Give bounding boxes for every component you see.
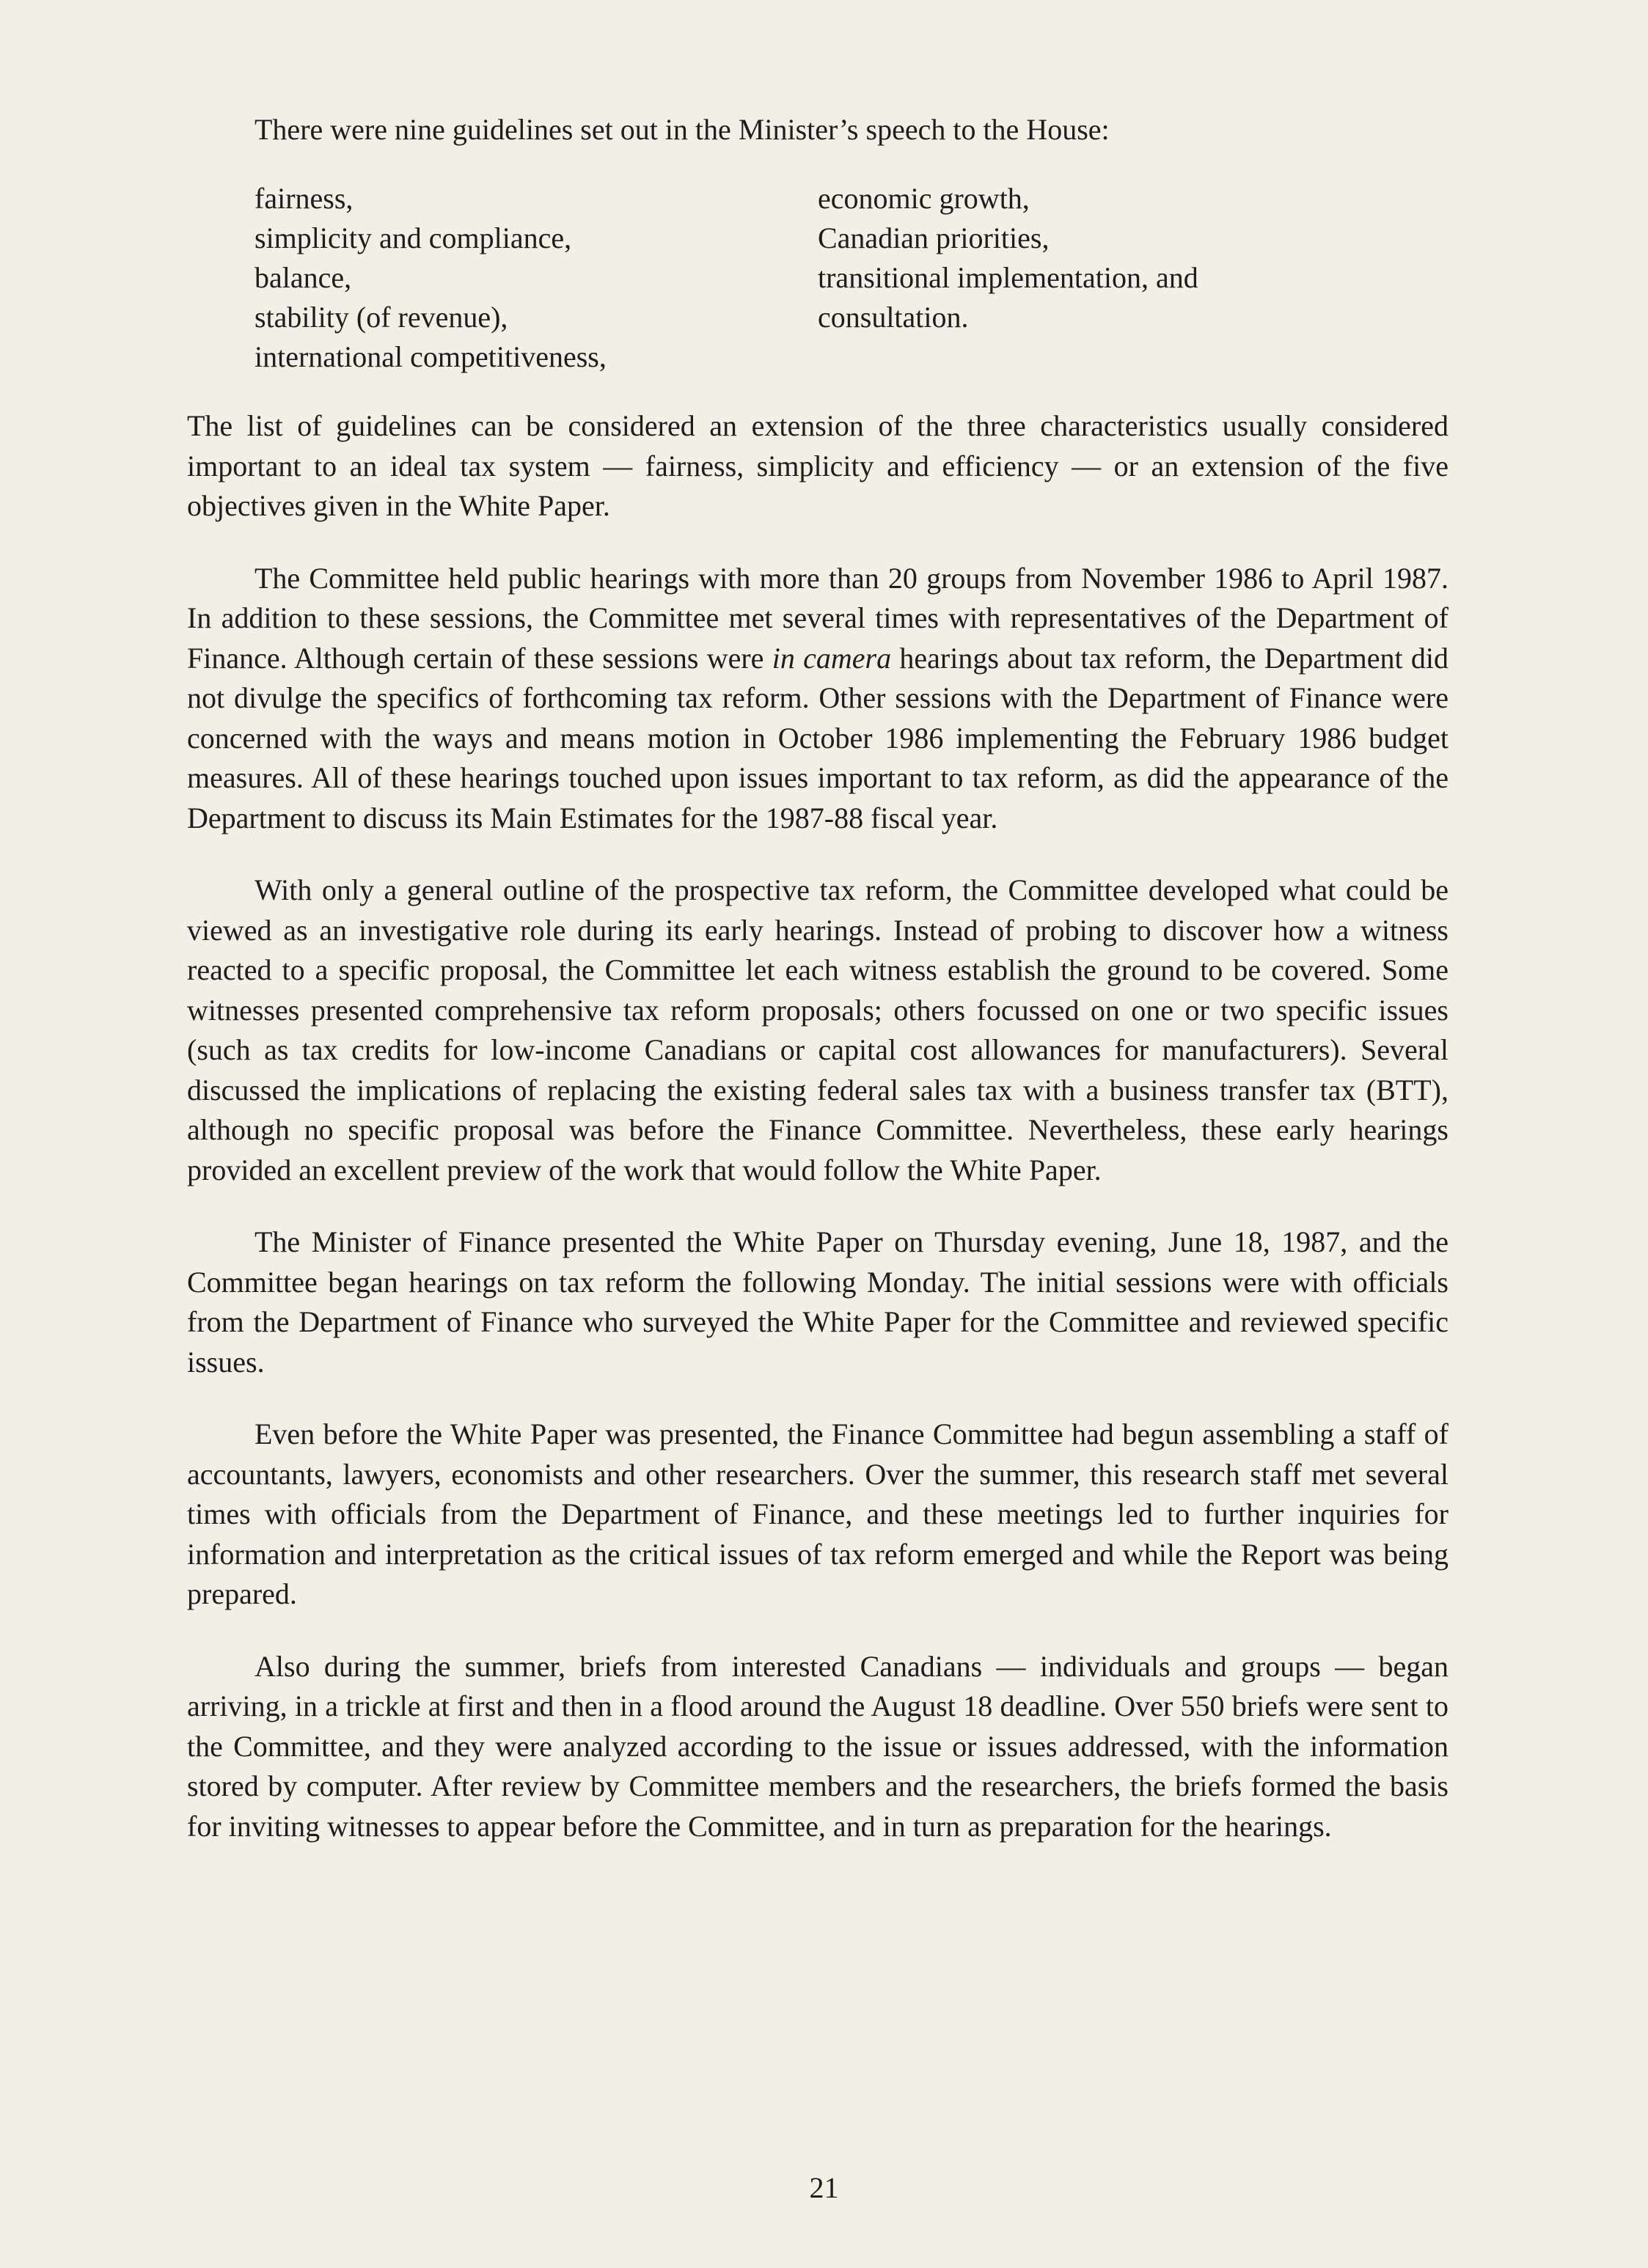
document-page: [187, 110, 1449, 1846]
paragraph-research-staff: Even before the White Paper was presented, the Finance Committee had begun assembling a staff of accountants, lawyers, economists and other researchers. Over the summer, this research staff met several times with officials from the Department of Finance, and these meetings led to further inquiries for information and interpretation as the critical issues of tax reform emerged and while the Report was being prepared.: [187, 1417, 1449, 1610]
guidelines-column-left: [254, 179, 818, 377]
guidelines-list: [254, 179, 1449, 377]
guideline-item: Canadian priorities,: [818, 221, 1050, 254]
paragraph-briefs: Also during the summer, briefs from interested Canadians — individuals and groups — began arriving, in a trickle at first and then in a flood around the August 18 deadline. Over 550 briefs were sent to the Committee, and they were analyzed according to the issue or issues addressed, with the information stored by computer. After review by Committee members and the researchers, the briefs formed the basis for inviting witnesses to appear before the Committee, and in turn as preparation for the hearings.: [187, 1649, 1449, 1843]
guideline-item: international competitiveness,: [254, 340, 607, 373]
guideline-item: transitional implementation, and: [818, 261, 1198, 294]
in-camera-italic: in camera: [772, 641, 892, 675]
paragraph-guidelines-extension: The list of guidelines can be considered an extension of the three characteristics usually considered important to an ideal tax system — fairness, simplicity and efficiency — or an extension of the five objectives given in the White Paper.: [187, 409, 1449, 522]
guideline-item: fairness,: [254, 182, 354, 215]
guideline-item: simplicity and compliance,: [254, 221, 572, 254]
guideline-item: consultation.: [818, 301, 969, 334]
guidelines-intro: There were nine guidelines set out in the Minister’s speech to the House:: [254, 113, 1110, 146]
guideline-item: balance,: [254, 261, 352, 294]
guideline-item: stability (of revenue),: [254, 301, 508, 334]
paragraph-white-paper-presented: The Minister of Finance presented the White Paper on Thursday evening, June 18, 1987, and the Committee began hearings on tax reform the following Monday. The initial sessions were with officials from the Department of Finance who surveyed the White Paper for the Committee and reviewed specific issues.: [187, 1225, 1449, 1379]
page-number: 21: [809, 2171, 839, 2204]
paragraph-public-hearings: [187, 559, 1449, 839]
paragraph-text: The Committee held public hearings with more than 20 groups from November 1986 to April 1987. In addition to these sessions, the Committee met several times with representatives of the Department of Finance. Although certain of these sessions were: [187, 561, 1449, 675]
guidelines-column-right: [818, 179, 1449, 377]
paragraph-text: hearings about tax reform, the Department did not divulge the specifics of forthcoming tax reform. Other sessions with the Department of Finance were concerned with the ways and means motion in October 1986 implementing the February 1986 budget measures. All of these hearings touched upon issues important to tax reform, as did the appearance of the Department to discuss its Main Estimates for the 1987-88 fiscal year.: [187, 641, 1449, 834]
paragraph-investigative-role: With only a general outline of the prospective tax reform, the Committee developed what could be viewed as an investigative role during its early hearings. Instead of probing to discover how a witness reacted to a specific proposal, the Committee let each witness establish the ground to be covered. Some witnesses presented comprehensive tax reform proposals; others focussed on one or two specific issues (such as tax credits for low-income Canadians or capital cost allowances for manufacturers). Several discussed the implications of replacing the existing federal sales tax with a business transfer tax (BTT), although no specific proposal was before the Finance Committee. Nevertheless, these early hearings provided an excellent preview of the work that would follow the White Paper.: [187, 873, 1449, 1186]
guideline-item: economic growth,: [818, 182, 1030, 215]
